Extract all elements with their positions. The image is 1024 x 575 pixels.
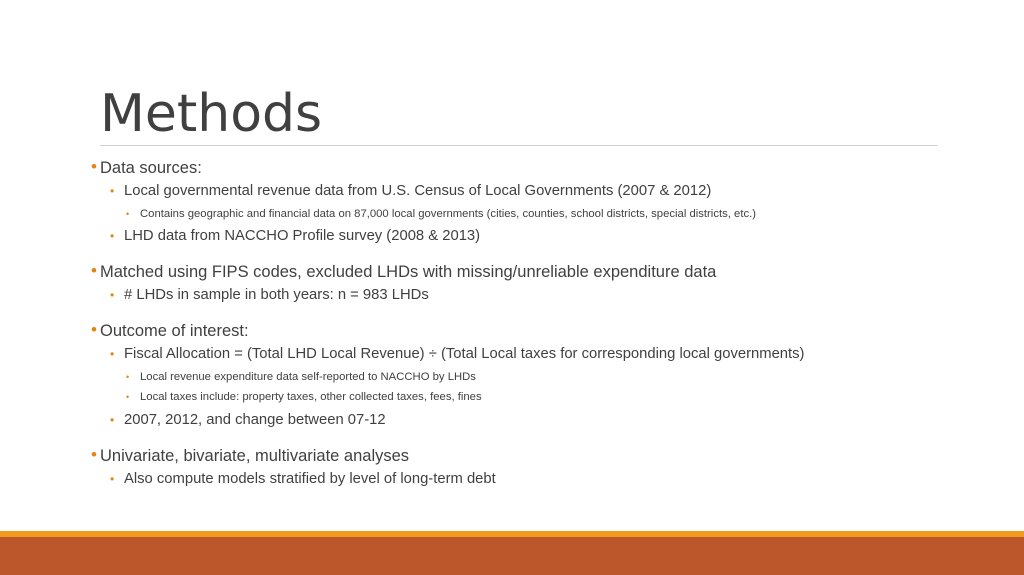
bullet-icon: •	[110, 413, 115, 427]
bullet-icon: •	[126, 392, 130, 402]
bullet-icon: •	[110, 229, 115, 243]
bullet-icon: •	[91, 261, 97, 280]
bullet-item	[126, 207, 757, 221]
bullet-text: Contains geographic and financial data on 87,000 local governments (cities, counties, school districts, special districts, etc.)	[140, 208, 757, 220]
bullet-text: Matched using FIPS codes, excluded LHDs with missing/unreliable expenditure data	[100, 263, 717, 281]
bullet-text: Also compute models stratified by level of long-term debt	[124, 471, 496, 487]
bullet-item	[110, 286, 429, 304]
bullet-icon: •	[110, 288, 115, 302]
bullet-item	[91, 320, 249, 341]
bullet-item	[110, 470, 496, 488]
bullet-icon: •	[110, 347, 115, 361]
bullet-item	[110, 411, 386, 429]
bullet-item	[110, 227, 481, 245]
bullet-item	[110, 182, 712, 200]
bullet-text: Data sources:	[100, 159, 202, 177]
bullet-item	[91, 157, 202, 178]
slide-title: Methods	[100, 84, 323, 144]
bullet-item	[126, 370, 476, 384]
bullet-text: Local revenue expenditure data self-reported to NACCHO by LHDs	[140, 371, 476, 383]
bullet-icon: •	[110, 184, 115, 198]
bullet-icon: •	[126, 209, 130, 219]
footer-band	[0, 537, 1024, 575]
bullet-text: Univariate, bivariate, multivariate analyses	[100, 447, 410, 465]
bullet-item	[126, 390, 482, 404]
bullet-text: Outcome of interest:	[100, 322, 249, 340]
bullet-icon: •	[91, 445, 97, 464]
bullet-item	[91, 261, 717, 282]
bullet-text: Fiscal Allocation = (Total LHD Local Revenue) ÷ (Total Local taxes for corresponding local governments)	[124, 346, 805, 362]
bullet-text: # LHDs in sample in both years: n = 983 LHDs	[124, 287, 429, 303]
bullet-icon: •	[91, 157, 97, 176]
bullet-text: LHD data from NACCHO Profile survey (2008 & 2013)	[124, 228, 481, 244]
bullet-text: Local governmental revenue data from U.S. Census of Local Governments (2007 & 2012)	[124, 183, 712, 199]
bullet-icon: •	[126, 372, 130, 382]
bullet-text: Local taxes include: property taxes, other collected taxes, fees, fines	[140, 391, 482, 403]
bullet-text: 2007, 2012, and change between 07-12	[124, 412, 386, 428]
bullet-item	[110, 345, 805, 363]
bullet-item	[91, 445, 410, 466]
bullet-icon: •	[110, 472, 115, 486]
bullet-icon: •	[91, 320, 97, 339]
